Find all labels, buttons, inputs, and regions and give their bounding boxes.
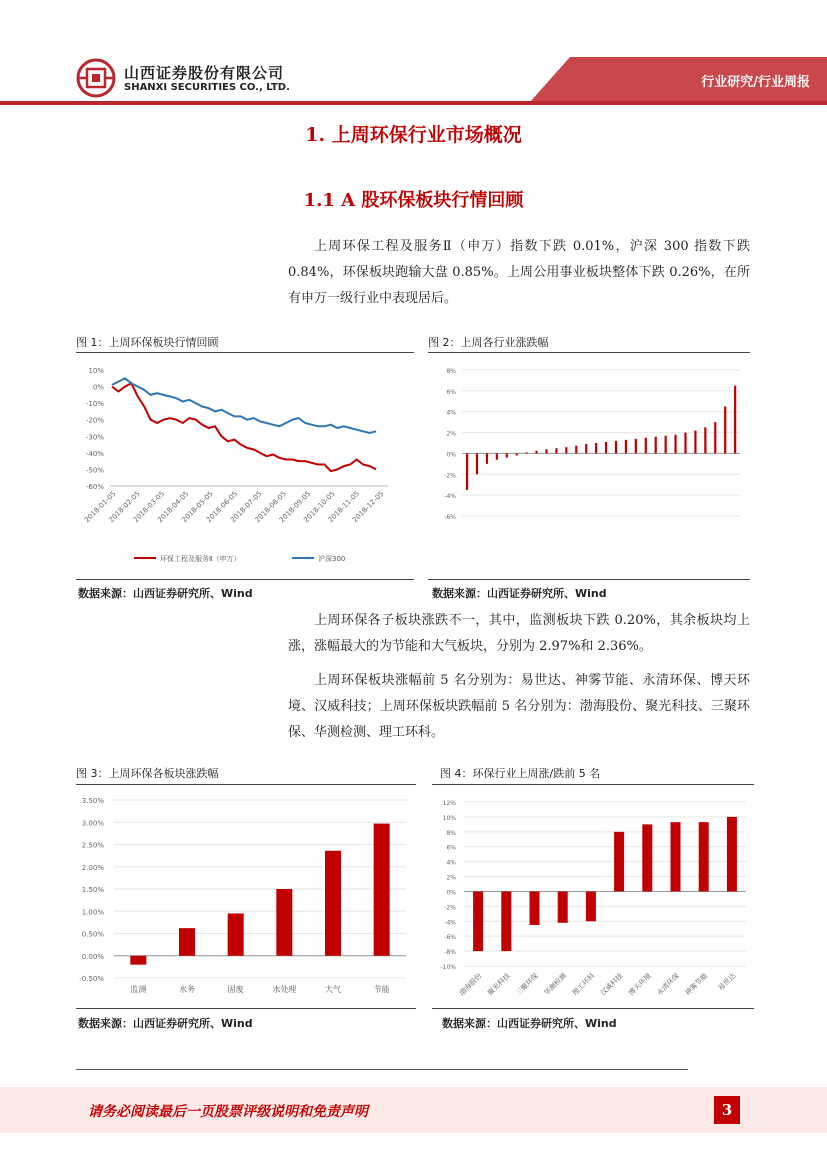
y-tick-label: -2% — [444, 904, 456, 912]
bar — [645, 438, 647, 454]
bar — [671, 822, 681, 891]
legend-label: 沪深300 — [318, 555, 346, 563]
fig1-bottom-rule — [76, 579, 414, 580]
y-tick-label: -10% — [440, 964, 456, 971]
paragraph-subsector: 上周环保各子板块涨跌不一，其中，监测板块下跌 0.20%，其余板块均上涨，涨幅最大的为节能和大气板块，分别为 2.97%和 2.36%。 — [288, 613, 750, 654]
x-tick-label: 永清环保 — [655, 971, 681, 998]
y-tick-label: 3.00% — [81, 819, 104, 828]
fig3-chart — [76, 790, 416, 1006]
y-tick-label: 10% — [88, 367, 104, 375]
x-tick-label: 2018-09-05 — [277, 489, 313, 525]
y-tick-label: 8% — [446, 368, 456, 375]
x-tick-label: 2018-10-05 — [302, 489, 337, 525]
x-tick-label: 节能 — [373, 985, 390, 994]
y-tick-label: 4% — [446, 409, 456, 417]
y-tick-label: 2.00% — [81, 863, 104, 872]
x-tick-label: 2018-02-05 — [107, 489, 142, 525]
x-tick-label: 渤海股份 — [458, 971, 484, 998]
bar — [674, 435, 676, 454]
y-tick-label: -40% — [85, 449, 104, 458]
bar — [558, 891, 568, 922]
x-tick-label: 汉威科技 — [599, 971, 625, 998]
y-tick-label: 6% — [446, 844, 456, 852]
y-tick-label: 0% — [446, 889, 456, 897]
bar — [614, 832, 624, 892]
y-tick-label: 0% — [446, 451, 456, 459]
y-tick-label: 0% — [92, 383, 104, 392]
x-tick-label: 博天环境 — [627, 971, 653, 998]
y-tick-label: 10% — [442, 814, 456, 822]
y-tick-label: 6% — [446, 388, 456, 396]
x-tick-label: 监测 — [130, 985, 147, 994]
bar — [684, 433, 686, 454]
bar — [724, 407, 726, 454]
y-tick-label: -6% — [444, 514, 456, 521]
subsection-heading: 1.1 A 股环保板块行情回顾 — [303, 190, 524, 211]
x-tick-label: 2018-04-05 — [156, 489, 191, 525]
bar — [565, 447, 567, 453]
fig2-title: 图 2：上周各行业涨跌幅 — [428, 336, 549, 349]
bar — [586, 891, 596, 921]
y-tick-label: -50% — [85, 466, 104, 475]
bar — [615, 441, 617, 454]
x-tick-label: 2018-01-05 — [82, 489, 118, 525]
x-tick-label: 聚光科技 — [486, 971, 512, 998]
page-number: 3 — [714, 1096, 740, 1124]
fig2-source: 数据来源：山西证券研究所、Wind — [432, 587, 607, 600]
series-line-2 — [112, 378, 376, 433]
x-tick-label: 2018-07-05 — [229, 489, 264, 525]
bar — [625, 440, 627, 454]
fig3-title: 图 3：上周环保各板块涨跌幅 — [76, 767, 219, 780]
bar — [545, 449, 547, 453]
paragraph-top-movers: 上周环保板块涨幅前 5 名分别为：易世达、神雾节能、永清环保、博天环境、汉威科技；上周环保板块跌幅前 5 名分别为：渤海股份、聚光科技、三聚环保、华测检测、理工环科。 — [288, 673, 750, 740]
bar — [130, 956, 146, 965]
y-tick-label: -20% — [85, 416, 104, 425]
legend-label: 环保工程及服务Ⅱ（申万） — [160, 555, 241, 563]
bar — [486, 453, 488, 463]
fig3-rule — [76, 784, 416, 785]
y-tick-label: -4% — [444, 919, 456, 927]
company-name-cn: 山西证券股份有限公司 — [124, 64, 285, 82]
y-tick-label: -6% — [444, 934, 456, 942]
bar — [473, 891, 483, 951]
bar — [476, 453, 478, 474]
x-tick-label: 水务 — [179, 985, 195, 994]
x-tick-label: 2018-06-05 — [204, 489, 240, 525]
bar — [325, 851, 341, 956]
x-tick-label: 神雾节能 — [683, 971, 710, 998]
fig2-bottom-rule — [428, 579, 750, 580]
y-tick-label: 0.50% — [81, 930, 104, 939]
y-tick-label: -2% — [444, 472, 456, 480]
y-tick-label: -30% — [85, 433, 104, 442]
bar — [555, 448, 557, 453]
bar — [374, 824, 390, 956]
bar — [276, 889, 292, 956]
bar — [496, 453, 498, 459]
bar — [655, 437, 657, 454]
x-tick-label: 大气 — [325, 985, 341, 994]
y-tick-label: 2% — [446, 874, 456, 882]
bar — [530, 891, 540, 925]
bar — [694, 430, 696, 453]
fig4-rule — [432, 784, 754, 785]
fig4-source: 数据来源：山西证券研究所、Wind — [442, 1017, 617, 1030]
bar — [228, 913, 244, 955]
fig3-bottom-rule — [76, 1008, 416, 1009]
x-tick-label: 三聚环保 — [514, 971, 540, 998]
bar — [506, 453, 508, 457]
bar — [665, 436, 667, 454]
y-tick-label: -8% — [444, 949, 456, 957]
x-tick-label: 固废 — [227, 985, 244, 994]
y-tick-label: -60% — [85, 483, 104, 491]
x-tick-label: 2018-05-05 — [180, 489, 215, 525]
bar — [501, 891, 511, 951]
fig1-chart — [76, 358, 414, 578]
y-tick-label: 2.50% — [81, 841, 104, 850]
bar — [466, 453, 468, 490]
fig4-bottom-rule — [432, 1008, 754, 1009]
y-tick-label: 4% — [446, 859, 456, 867]
x-tick-label: 水处理 — [272, 985, 297, 994]
section-heading: 1. 上周环保行业市场概况 — [305, 124, 522, 146]
x-tick-label: 理工环科 — [570, 971, 597, 998]
fig4-chart — [432, 790, 754, 1006]
y-tick-label: -0.50% — [79, 975, 104, 983]
fig2-chart — [428, 358, 750, 578]
bar — [585, 444, 587, 453]
y-tick-label: -4% — [444, 493, 456, 501]
bar — [605, 442, 607, 453]
shanxi-securities-logo-icon — [76, 58, 116, 98]
company-name-en: SHANXI SECURITIES CO., LTD. — [124, 82, 290, 93]
x-tick-label: 2018-12-05 — [350, 489, 386, 525]
y-tick-label: 2% — [446, 430, 456, 438]
x-tick-label: 易世达 — [716, 971, 738, 993]
bar — [526, 452, 528, 453]
bar — [635, 439, 637, 454]
x-tick-label: 华测检测 — [542, 971, 569, 998]
footer-divider — [76, 1069, 688, 1070]
report-type-label: 行业研究/行业周报 — [701, 75, 810, 90]
y-tick-label: 1.00% — [81, 908, 104, 917]
bar — [714, 422, 716, 453]
bar — [575, 446, 577, 454]
fig4-title: 图 4：环保行业上周涨/跌前 5 名 — [440, 767, 601, 780]
bar — [704, 427, 706, 453]
bar — [727, 817, 737, 892]
y-tick-label: -10% — [85, 400, 104, 409]
bar — [642, 824, 652, 891]
bar — [595, 443, 597, 453]
paragraph-market-review: 上周环保工程及服务Ⅱ（申万）指数下跌 0.01%，沪深 300 指数下跌 0.84%，环保板块跑输大盘 0.85%。上周公用事业板块整体下跌 0.26%，在所有申万一级行业中表现居后。 — [288, 239, 750, 306]
bar — [699, 822, 709, 891]
fig1-source: 数据来源：山西证券研究所、Wind — [78, 587, 253, 600]
fig1-title: 图 1：上周环保板块行情回顾 — [76, 336, 219, 349]
fig2-rule — [428, 352, 750, 353]
fig1-rule — [76, 352, 414, 353]
y-tick-label: 0.00% — [81, 952, 104, 961]
y-tick-label: 3.50% — [81, 797, 104, 805]
x-tick-label: 2018-11-05 — [326, 489, 362, 525]
header-divider — [0, 101, 827, 105]
disclaimer-link[interactable]: 请务必阅读最后一页股票评级说明和免责声明 — [88, 1104, 368, 1120]
y-tick-label: 1.50% — [81, 886, 104, 894]
bar — [179, 928, 195, 956]
bar — [535, 451, 537, 454]
y-tick-label: 8% — [446, 829, 456, 837]
x-tick-label: 2018-03-05 — [131, 489, 167, 525]
fig3-source: 数据来源：山西证券研究所、Wind — [78, 1017, 253, 1030]
x-tick-label: 2018-08-05 — [253, 489, 288, 525]
bar — [734, 386, 736, 454]
y-tick-label: 12% — [442, 800, 456, 807]
bar — [516, 453, 518, 455]
